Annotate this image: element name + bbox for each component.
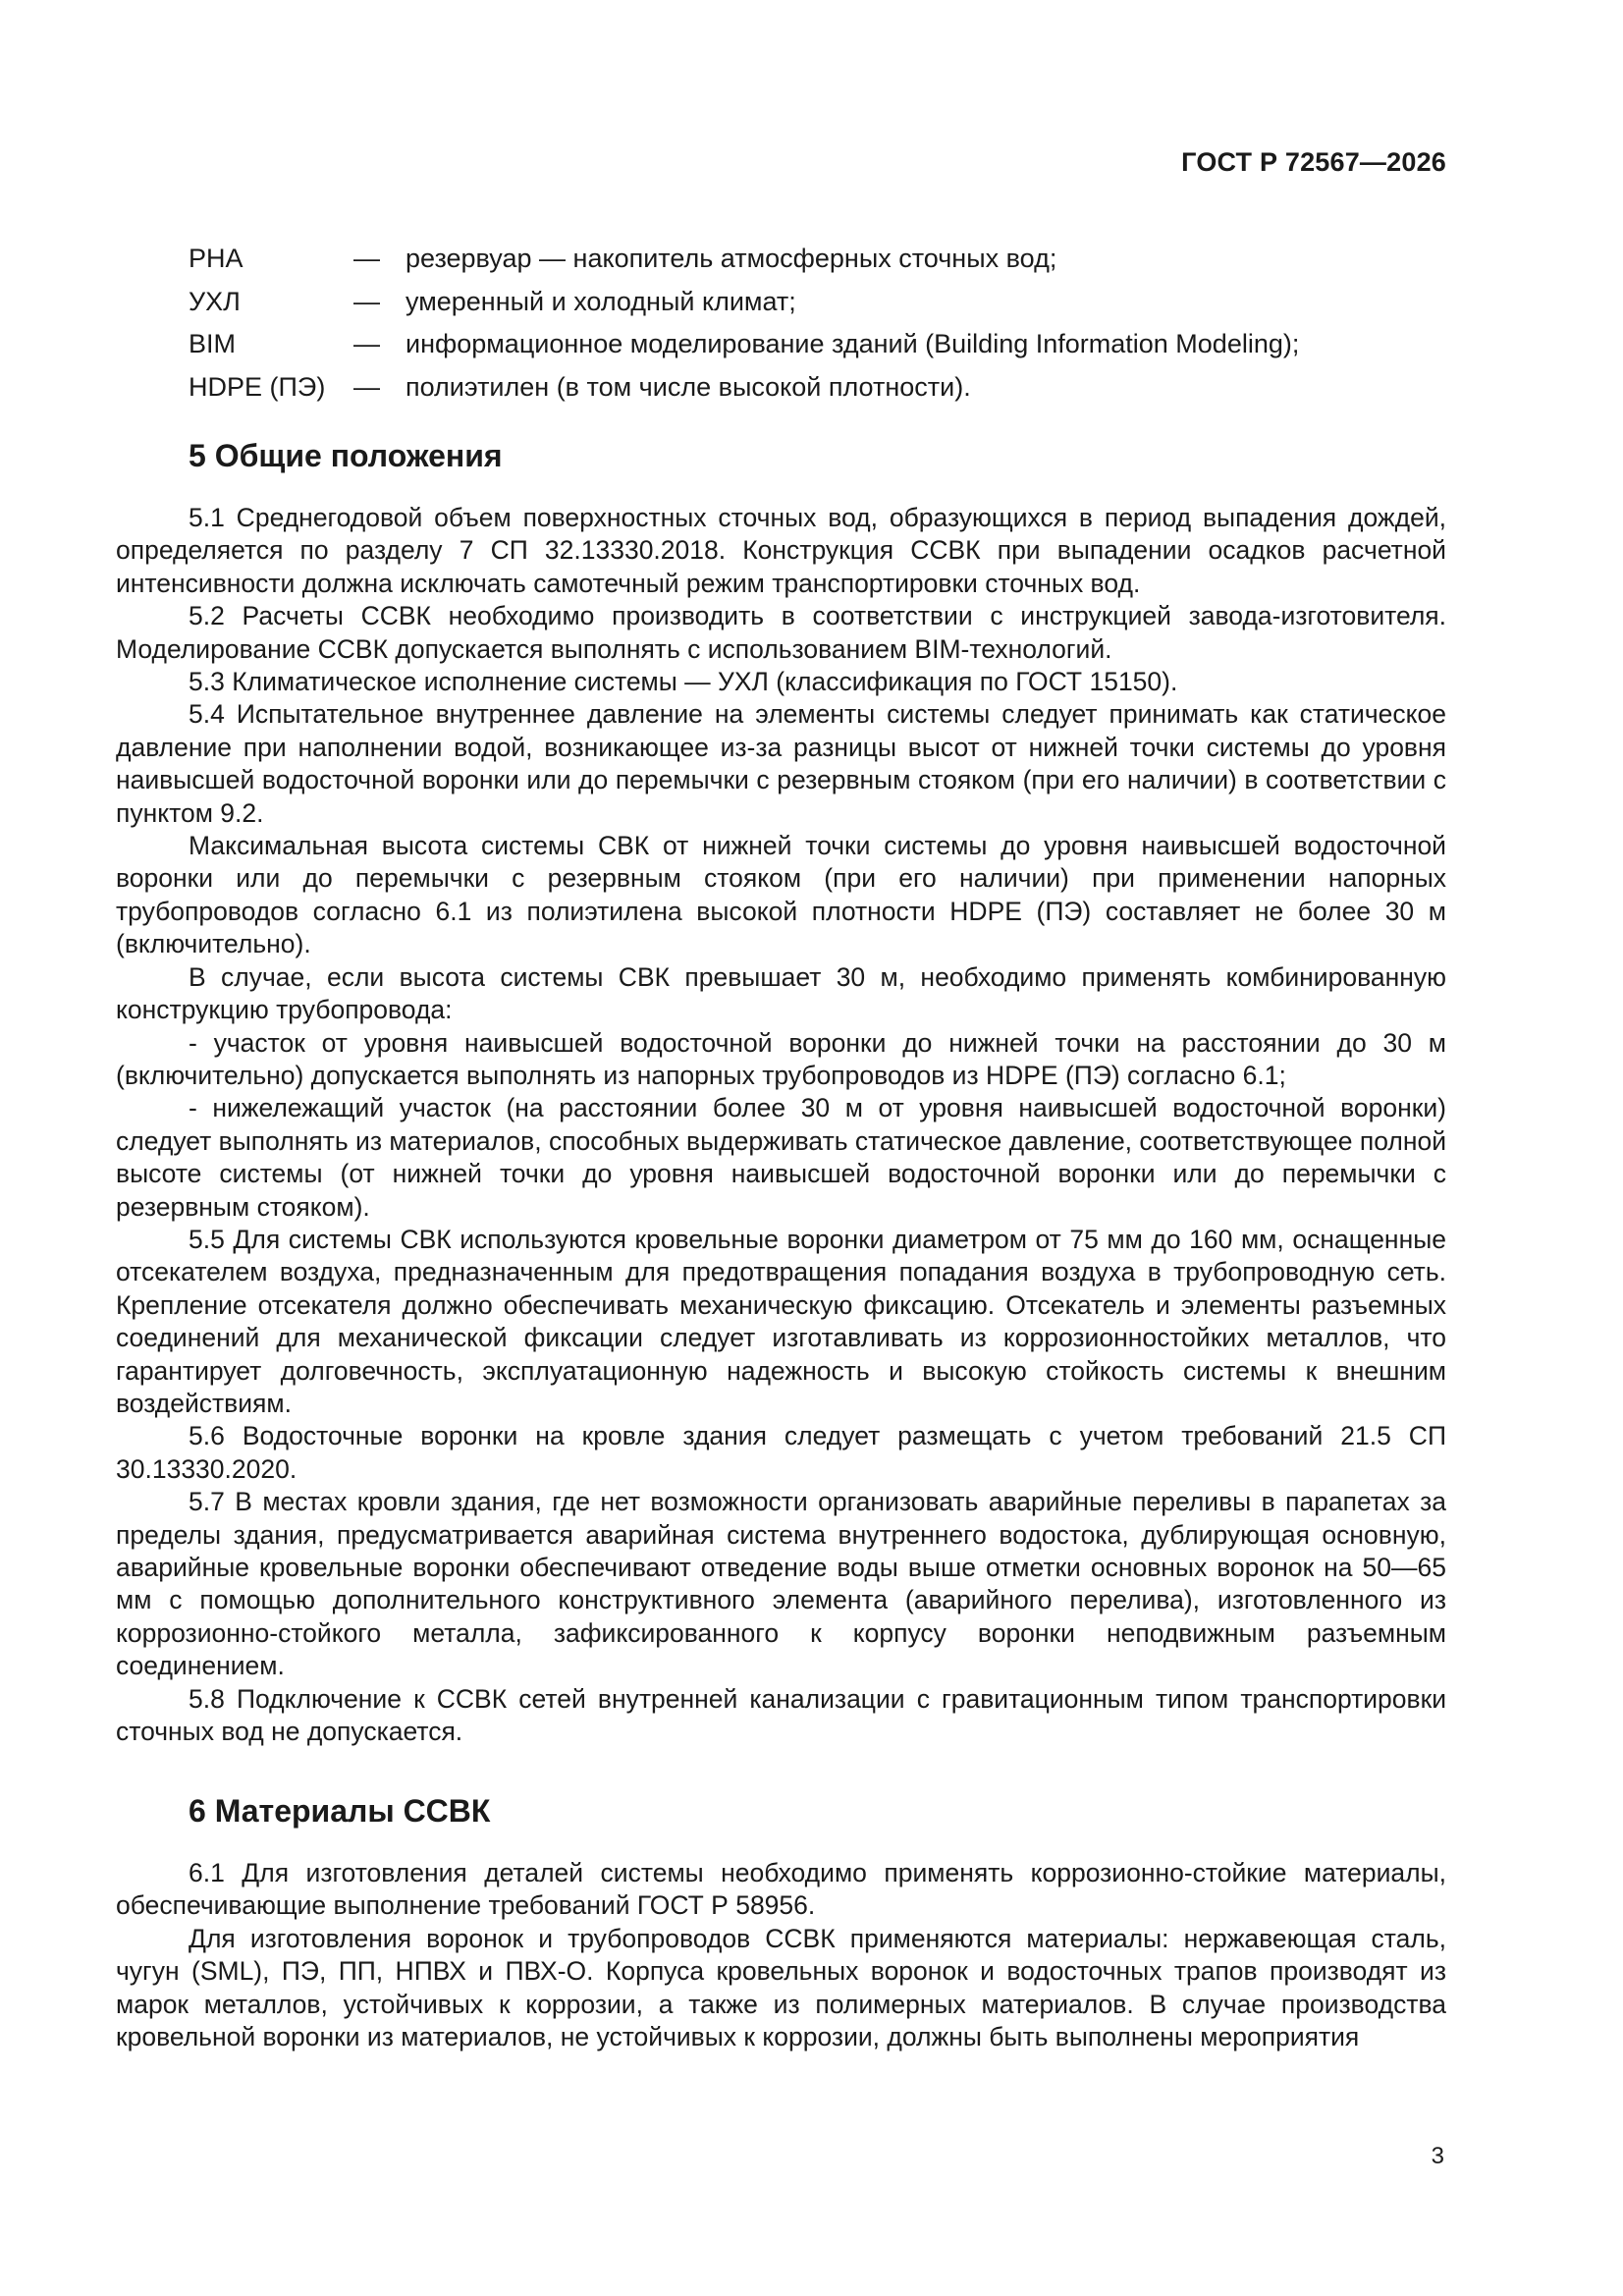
paragraph-5-3: 5.3 Климатическое исполнение системы — УХЛ (классификация по ГОСТ 15150). — [189, 667, 1178, 697]
section-6-body — [116, 1857, 1446, 2053]
abbreviations-list — [189, 238, 1455, 409]
paragraph-6-1-materials: Для изготовления воронок и трубопроводов ССВК применяются материалы: нержавеющая сталь, чугун (SML), ПЭ, ПП, НПВХ и ПВХ-О. Корпуса кровельных воронок и водосточных трапов производят из марок металлов, устойчивых к коррозии, а также из полимерных материалов. В случае производства кровельной воронки из материалов, не устойчивых к коррозии, должны быть выполнены мероприятия — [116, 1923, 1446, 2052]
abbreviation-row — [189, 323, 1455, 366]
abbreviation-term: РНА — [189, 244, 243, 274]
paragraph-5-2: 5.2 Расчеты ССВК необходимо производить в соответствии с инструкцией завода-изготовителя. Моделирование ССВК допускается выполнять с использованием BIM-технологий. — [116, 601, 1446, 664]
paragraph-5-6: 5.6 Водосточные воронки на кровле здания следует размещать с учетом требований 21.5 СП 30.13330.2020. — [116, 1421, 1446, 1484]
paragraph-5-4-max-height: Максимальная высота системы СВК от нижней точки системы до уровня наивысшей водосточной воронки или до перемычки с резервным стояком (при его наличии) при применении напорных трубопроводов согласно 6.1 из полиэтилена высокой плотности HDPE (ПЭ) составляет не более 30 м (включительно). — [116, 831, 1446, 959]
section-5-body — [116, 502, 1446, 1748]
abbreviation-row — [189, 238, 1455, 281]
section-5-title: 5 Общие положения — [189, 438, 503, 473]
abbreviation-dash: — — [353, 244, 380, 274]
paragraph-5-4-item-lower: - нижележащий участок (на расстоянии более 30 м от уровня наивысшей водосточной воронки) следует выполнять из материалов, способных выдерживать статическое давление, соответствующее полной высоте системы (от нижней точки до уровня наивысшей водосточной воронки или до перемычки с резервным стояком). — [116, 1093, 1446, 1222]
abbreviation-term: HDPE (ПЭ) — [189, 371, 326, 402]
abbreviation-row — [189, 366, 1455, 410]
section-6-title: 6 Материалы ССВК — [189, 1793, 491, 1829]
paragraph-5-7: 5.7 В местах кровли здания, где нет возможности организовать аварийные переливы в парапетах за пределы здания, предусматривается аварийная система внутреннего водостока, дублирующая основную, аварийные кровельные воронки обеспечивают отведение воды выше отметки основных воронок на 50—65 мм с помощью дополнительного конструктивного элемента (аварийного перелива), изготовленного из коррозионно-стойкого металла, зафиксированного к корпусу воронки неподвижным разъемным соединением. — [116, 1487, 1446, 1681]
page-number: 3 — [1431, 2143, 1444, 2169]
abbreviation-dash: — — [353, 371, 380, 402]
paragraph-5-5: 5.5 Для системы СВК используются кровельные воронки диаметром от 75 мм до 160 мм, оснащенные отсекателем воздуха, предназначенным для предотвращения попадания воздуха в трубопроводную сеть. Крепление отсекателя должно обеспечивать механическую фиксацию. Отсекатель и элементы разъемных соединений для механической фиксации следует изготавливать из коррозионностойких металлов, что гарантирует долговечность, эксплуатационную надежность и высокую стойкость системы к внешним воздействиям. — [116, 1224, 1446, 1418]
abbreviation-term: BIM — [189, 329, 237, 359]
paragraph-6-1: 6.1 Для изготовления деталей системы необходимо применять коррозионно-стойкие материалы, обеспечивающие выполнение требований ГОСТ Р 58956. — [116, 1858, 1446, 1921]
document-number: ГОСТ Р 72567—2026 — [1181, 147, 1446, 177]
paragraph-5-1: 5.1 Среднегодовой объем поверхностных сточных вод, образующихся в период выпадения дождей, определяется по разделу 7 СП 32.13330.2018. Конструкция ССВК при выпадении осадков расчетной интенсивности должна исключать самотечный режим транспортировки сточных вод. — [116, 503, 1446, 598]
abbreviation-dash: — — [353, 286, 380, 316]
paragraph-5-4: 5.4 Испытательное внутреннее давление на элементы системы следует принимать как статическое давление при наполнении водой, возникающее из-за разницы высот от нижней точки системы до уровня наивысшей водосточной воронки или до перемычки с резервным стояком (при его наличии) в соответствии с пунктом 9.2. — [116, 699, 1446, 828]
paragraph-5-4-combined: В случае, если высота системы СВК превышает 30 м, необходимо применять комбинированную конструкцию трубопровода: — [116, 961, 1446, 1025]
abbreviation-definition: резервуар — накопитель атмосферных сточных вод; — [406, 244, 1057, 274]
abbreviation-row — [189, 281, 1455, 324]
abbreviation-definition: умеренный и холодный климат; — [406, 286, 796, 316]
abbreviation-definition: информационное моделирование зданий (Building Information Modeling); — [406, 329, 1300, 359]
paragraph-5-8: 5.8 Подключение к ССВК сетей внутренней канализации с гравитационным типом транспортировки сточных вод не допускается. — [116, 1683, 1446, 1747]
abbreviation-term: УХЛ — [189, 286, 241, 316]
abbreviation-dash: — — [353, 329, 380, 359]
paragraph-5-4-item-upper: - участок от уровня наивысшей водосточной воронки до нижней точки на расстоянии до 30 м (включительно) допускается выполнять из напорных трубопроводов из HDPE (ПЭ) согласно 6.1; — [116, 1027, 1446, 1090]
abbreviation-definition: полиэтилен (в том числе высокой плотности). — [406, 371, 971, 402]
